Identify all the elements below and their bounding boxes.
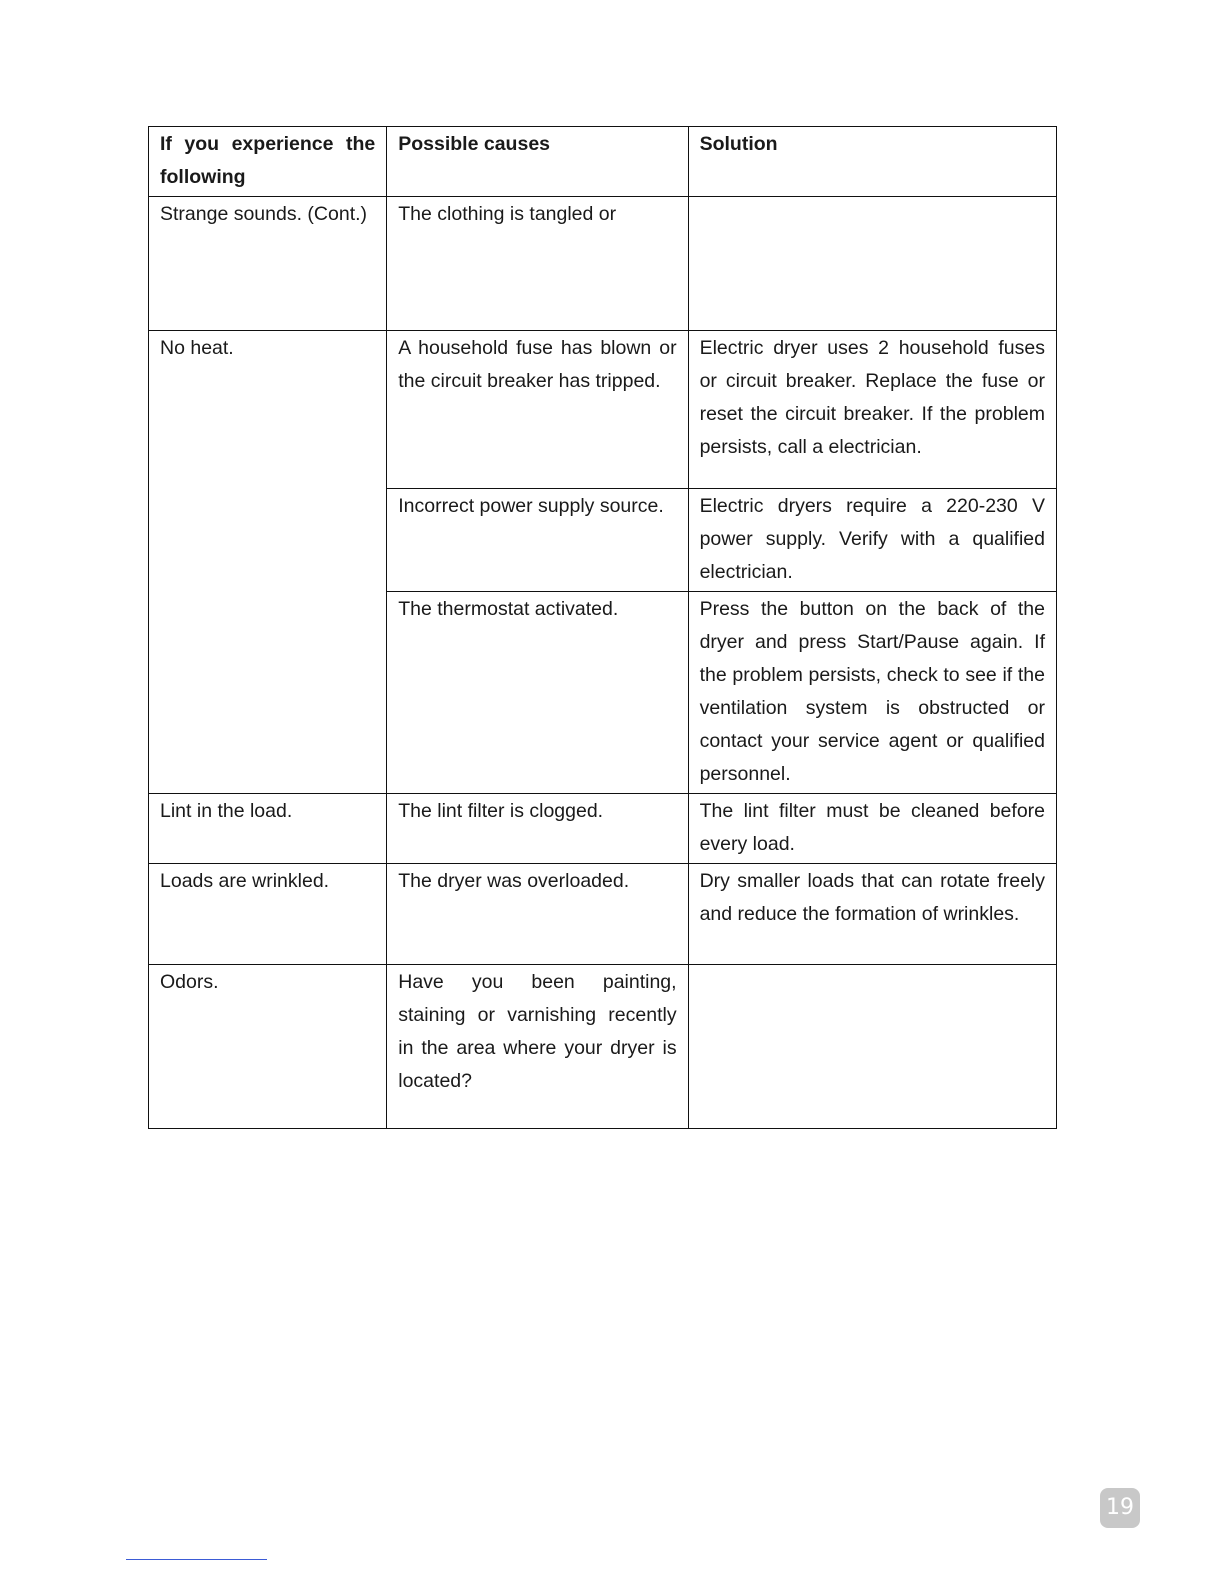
page-number: 19 — [1100, 1488, 1140, 1528]
table-row — [149, 197, 1057, 331]
solution-cell: Press the button on the back of the dryer and press Start/Pause again. If the problem persists, check to see if the ventilation system is obstructed or contact your service agent or qualified personnel. — [688, 592, 1056, 794]
symptom-cell: No heat. — [149, 331, 387, 794]
cause-cell: Have you been painting, staining or varnishing recently in the area where your dryer is located? — [387, 965, 688, 1129]
symptom-cell: Loads are wrinkled. — [149, 864, 387, 965]
header-solution: Solution — [688, 127, 1056, 197]
table-row — [149, 864, 1057, 965]
header-cause: Possible causes — [387, 127, 688, 197]
cause-cell: The lint filter is clogged. — [387, 794, 688, 864]
table-header-row — [149, 127, 1057, 197]
solution-cell — [688, 965, 1056, 1129]
footnote-divider — [126, 1559, 267, 1560]
solution-cell: The lint filter must be cleaned before every load. — [688, 794, 1056, 864]
cause-cell: A household fuse has blown or the circuit breaker has tripped. — [387, 331, 688, 489]
table-row — [149, 794, 1057, 864]
solution-cell — [688, 197, 1056, 331]
header-symptom: If you experience the following — [149, 127, 387, 197]
cause-cell: The thermostat activated. — [387, 592, 688, 794]
table-row — [149, 331, 1057, 489]
table-row — [149, 965, 1057, 1129]
cause-cell: The dryer was overloaded. — [387, 864, 688, 965]
troubleshooting-table — [148, 126, 1057, 1129]
solution-cell: Dry smaller loads that can rotate freely and reduce the formation of wrinkles. — [688, 864, 1056, 965]
solution-cell: Electric dryer uses 2 household fuses or circuit breaker. Replace the fuse or reset the circuit breaker. If the problem persists, call a electrician. — [688, 331, 1056, 489]
symptom-cell: Lint in the load. — [149, 794, 387, 864]
symptom-cell: Strange sounds. (Cont.) — [149, 197, 387, 331]
symptom-cell: Odors. — [149, 965, 387, 1129]
cause-cell: The clothing is tangled or — [387, 197, 688, 331]
cause-cell: Incorrect power supply source. — [387, 489, 688, 592]
solution-cell: Electric dryers require a 220-230 V power supply. Verify with a qualified electrician. — [688, 489, 1056, 592]
